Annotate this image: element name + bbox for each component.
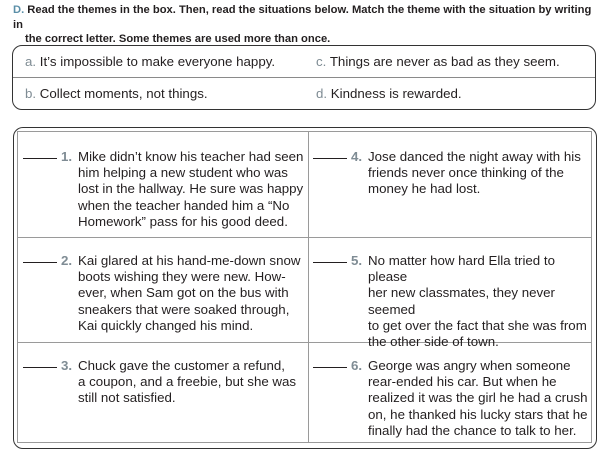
situation-number: 3. [61, 358, 73, 373]
situation-line: her new classmates, they never seemed [368, 285, 555, 317]
situation-number: 2. [61, 253, 73, 268]
situation-number: 6. [351, 358, 363, 373]
situation-line: still not satisfied. [78, 390, 176, 406]
situation-line: him helping a new student who was [78, 165, 288, 181]
situation-line: finally had the chance to talk to her. [368, 422, 577, 438]
theme-c-letter: c. [316, 54, 327, 69]
situation-line: on, he thanked his lucky stars that he [368, 406, 588, 422]
situation-text [368, 149, 596, 198]
situation-line: boots wishing they were new. How- [78, 269, 286, 285]
theme-d-letter: d. [316, 86, 328, 101]
situation-text [368, 358, 596, 439]
situation-line: friends never once thinking of the [368, 165, 564, 181]
situation-line: Mike didn’t know his teacher had seen [78, 149, 304, 164]
situation-text [78, 358, 306, 407]
situation-line: Homework” pass for his good deed. [78, 213, 288, 229]
answer-blank-4[interactable] [313, 158, 347, 159]
theme-a-text: It’s impossible to make everyone happy. [39, 54, 276, 69]
instructions-text-1: Read the themes in the box. Then, read the situations below. Match the theme with the situation by writing in [13, 4, 592, 31]
situation-line: money he had lost. [368, 181, 481, 197]
instructions-line-1 [13, 3, 603, 32]
theme-c-text: Things are never as bad as they seem. [329, 54, 560, 69]
situation-text [78, 253, 306, 334]
themes-box [12, 45, 596, 110]
situation-line: when the teacher handed him a “No [78, 197, 290, 213]
situation-line: Chuck gave the customer a refund, [78, 358, 285, 373]
theme-b-letter: b. [25, 86, 37, 101]
situation-line: No matter how hard Ella tried to please [368, 253, 555, 285]
answer-blank-2[interactable] [23, 262, 57, 263]
answer-blank-3[interactable] [23, 367, 57, 368]
situation-line: Kai quickly changed his mind. [78, 317, 254, 333]
theme-b [25, 86, 208, 102]
themes-divider [13, 77, 595, 78]
theme-d-text: Kindness is rewarded. [330, 86, 462, 101]
instructions-letter: D. [13, 4, 25, 16]
situation-line: Jose danced the night away with his [368, 149, 581, 164]
theme-a-letter: a. [25, 54, 37, 69]
situation-line: realized it was the girl he had a crush [368, 390, 588, 406]
theme-c [316, 54, 560, 70]
situation-text [368, 253, 596, 350]
instructions-line-2: the correct letter. Some themes are used more than once. [25, 33, 331, 45]
answer-blank-5[interactable] [313, 262, 347, 263]
grid-row-divider-1 [18, 237, 591, 238]
situation-line: lost in the hallway. He sure was happy [78, 181, 304, 197]
situation-line: rear-ended his car. But when he [368, 374, 557, 390]
situation-line: to get over the fact that she was from [368, 317, 587, 333]
situation-number: 4. [351, 149, 363, 164]
situation-number: 5. [351, 253, 363, 268]
situation-text [78, 149, 306, 230]
situation-line: George was angry when someone [368, 358, 571, 373]
situation-number: 1. [61, 149, 73, 164]
situation-line: sneakers that were soaked through, [78, 301, 290, 317]
situation-line: Kai glared at his hand-me-down snow [78, 253, 301, 268]
answer-blank-6[interactable] [313, 367, 347, 368]
situation-line: ever, when Sam got on the bus with [78, 285, 289, 301]
situation-line: a coupon, and a freebie, but she was [78, 374, 297, 390]
answer-blank-1[interactable] [23, 158, 57, 159]
theme-d [316, 86, 462, 102]
theme-a [25, 54, 275, 70]
situation-line: the other side of town. [368, 334, 499, 350]
theme-b-text: Collect moments, not things. [39, 86, 208, 101]
instructions [13, 3, 603, 47]
grid-vertical-divider [308, 132, 309, 442]
